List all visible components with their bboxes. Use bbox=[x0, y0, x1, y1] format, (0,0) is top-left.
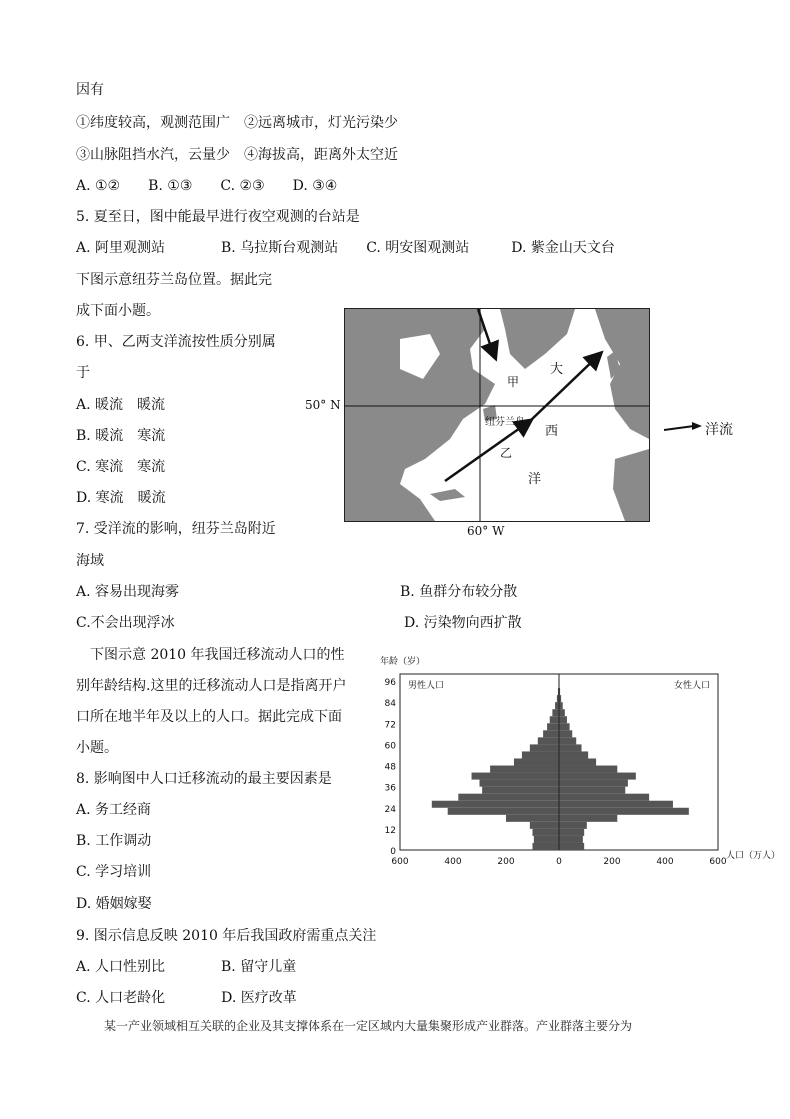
male-bar bbox=[543, 730, 559, 737]
female-bar bbox=[559, 709, 565, 716]
male-bar bbox=[448, 808, 559, 815]
legend-label: 洋流 bbox=[705, 422, 733, 438]
caribbean-islands bbox=[430, 489, 465, 501]
x-axis-label: 人口（万人） bbox=[726, 851, 778, 861]
x-tick-label: 200 bbox=[497, 857, 515, 866]
y-tick-label: 36 bbox=[384, 783, 396, 794]
y-tick-label: 60 bbox=[384, 741, 396, 752]
text-line: 下图示意 2010 年我国迁移流动人口的性 bbox=[76, 647, 345, 663]
y-axis-label: 年龄（岁） bbox=[380, 657, 426, 667]
map-ocean-xi: 西 bbox=[545, 424, 559, 439]
female-bar bbox=[559, 730, 572, 737]
y-tick-label: 0 bbox=[390, 847, 396, 857]
text-line: 海域 bbox=[76, 553, 104, 569]
africa-land bbox=[613, 449, 649, 521]
text-line: 别年龄结构.这里的迁移流动人口是指离开户 bbox=[76, 678, 347, 694]
female-bar bbox=[559, 723, 570, 730]
text-line: 于 bbox=[76, 365, 90, 381]
text-line: 成下面小题。 bbox=[76, 303, 160, 319]
option: C. 学习培训 bbox=[76, 864, 152, 880]
male-bar bbox=[480, 780, 560, 787]
option: C.不会出现浮冰 bbox=[76, 615, 175, 631]
legend-male: 男性人口 bbox=[408, 681, 445, 691]
male-bar bbox=[432, 801, 559, 808]
option: A. 容易出现海雾 bbox=[76, 584, 180, 600]
female-bar bbox=[559, 780, 628, 787]
map-jia-label: 甲 bbox=[507, 375, 520, 389]
y-tick-label: 12 bbox=[384, 825, 396, 836]
map-ocean-yang: 洋 bbox=[528, 472, 542, 487]
male-bar bbox=[482, 787, 559, 794]
male-bar bbox=[538, 737, 559, 744]
y-tick-label: 96 bbox=[384, 678, 396, 689]
newfoundland-map bbox=[344, 308, 650, 522]
text-line: ①纬度较高，观测范围广 ②远离城市，灯光污染少 bbox=[76, 115, 398, 131]
male-bar bbox=[522, 751, 559, 758]
x-tick-label: 400 bbox=[444, 857, 462, 866]
male-bar bbox=[533, 829, 560, 836]
question-6: 6. 甲、乙两支洋流按性质分别属 bbox=[76, 334, 276, 350]
text-line: 因有 bbox=[76, 82, 104, 98]
female-bar bbox=[559, 702, 563, 709]
male-bar bbox=[530, 744, 559, 751]
female-bar bbox=[559, 758, 596, 765]
female-bar bbox=[559, 766, 617, 773]
male-bar bbox=[534, 836, 559, 843]
option: B. 鱼群分布较分散 bbox=[400, 584, 518, 600]
female-bar bbox=[559, 787, 625, 794]
female-bar bbox=[559, 822, 587, 829]
male-bar bbox=[490, 766, 559, 773]
question-5: 5. 夏至日，图中能最早进行夜空观测的台站是 bbox=[76, 209, 360, 225]
female-bar bbox=[559, 801, 673, 808]
male-bar bbox=[458, 794, 559, 801]
male-bar bbox=[530, 822, 559, 829]
male-bar bbox=[506, 815, 559, 822]
latitude-label: 50° N bbox=[305, 398, 341, 412]
legend-arrow-icon bbox=[664, 422, 704, 434]
female-bar bbox=[559, 737, 576, 744]
x-tick-label: 600 bbox=[709, 857, 727, 866]
male-bar bbox=[550, 716, 559, 723]
question-5-options: A. 阿里观测站 B. 乌拉斯台观测站 C. 明安图观测站 D. 紫金山天文台 bbox=[76, 240, 615, 256]
female-bar bbox=[559, 773, 636, 780]
text-line: 口所在地半年及以上的人口。据此完成下面 bbox=[76, 709, 342, 725]
female-bar bbox=[559, 808, 689, 815]
text-line: ③山脉阻挡水汽，云量少 ④海拔高，距离外太空近 bbox=[76, 147, 398, 163]
greenland-land bbox=[500, 309, 575, 369]
x-tick-label: 0 bbox=[556, 857, 562, 866]
option: A. 务工经商 bbox=[76, 802, 152, 818]
footer-text: 某一产业领域相互关联的企业及其支撑体系在一定区域内大量集聚形成产业群落。产业群落主要分为 bbox=[104, 1019, 633, 1033]
longitude-label: 60° W bbox=[467, 524, 505, 538]
legend-female: 女性人口 bbox=[673, 681, 710, 691]
option: D. 寒流 暖流 bbox=[76, 490, 166, 506]
text-line: A. ①② B. ①③ C. ②③ D. ③④ bbox=[76, 178, 338, 194]
female-bar bbox=[559, 751, 588, 758]
y-tick-label: 24 bbox=[384, 804, 396, 815]
x-tick-label: 400 bbox=[656, 857, 674, 866]
y-tick-label: 48 bbox=[384, 762, 396, 773]
female-bar bbox=[559, 794, 649, 801]
option: A. 暖流 暖流 bbox=[76, 397, 166, 413]
text-line: 下图示意纽芬兰岛位置。据此完 bbox=[76, 272, 272, 288]
option: C. 人口老龄化 D. 医疗改革 bbox=[76, 990, 297, 1006]
map-island-label: 纽芬兰岛 bbox=[485, 417, 525, 428]
female-bar bbox=[559, 843, 584, 850]
europe-land bbox=[595, 309, 649, 439]
male-bar bbox=[472, 773, 559, 780]
x-tick-label: 200 bbox=[603, 857, 621, 866]
option: A. 人口性别比 B. 留守儿童 bbox=[76, 959, 297, 975]
option: D. 婚姻嫁娶 bbox=[76, 896, 152, 912]
option: C. 寒流 寒流 bbox=[76, 459, 166, 475]
male-bar bbox=[547, 723, 559, 730]
option: B. 暖流 寒流 bbox=[76, 428, 166, 444]
female-bar bbox=[559, 836, 583, 843]
question-8: 8. 影响图中人口迁移流动的最主要因素是 bbox=[76, 771, 332, 787]
map-ocean-da: 大 bbox=[550, 362, 564, 377]
question-9: 9. 图示信息反映 2010 年后我国政府需重点关注 bbox=[76, 928, 377, 944]
female-bar bbox=[559, 829, 584, 836]
option: D. 污染物向西扩散 bbox=[404, 615, 522, 631]
female-bar bbox=[559, 716, 567, 723]
map-yi-label: 乙 bbox=[500, 446, 513, 460]
male-bar bbox=[555, 702, 559, 709]
female-bar bbox=[559, 815, 617, 822]
north-atlantic-arrow bbox=[530, 354, 600, 421]
text-line: 小题。 bbox=[76, 740, 118, 756]
male-bar bbox=[514, 758, 559, 765]
population-pyramid bbox=[378, 654, 778, 866]
question-7: 7. 受洋流的影响，纽芬兰岛附近 bbox=[76, 521, 276, 537]
male-bar bbox=[533, 843, 560, 850]
female-bar bbox=[559, 744, 582, 751]
y-tick-label: 84 bbox=[384, 699, 396, 710]
x-tick-label: 600 bbox=[391, 857, 409, 866]
y-tick-label: 72 bbox=[384, 720, 396, 731]
option: B. 工作调动 bbox=[76, 833, 152, 849]
current-yi-arrow bbox=[445, 421, 530, 481]
male-bar bbox=[552, 709, 559, 716]
